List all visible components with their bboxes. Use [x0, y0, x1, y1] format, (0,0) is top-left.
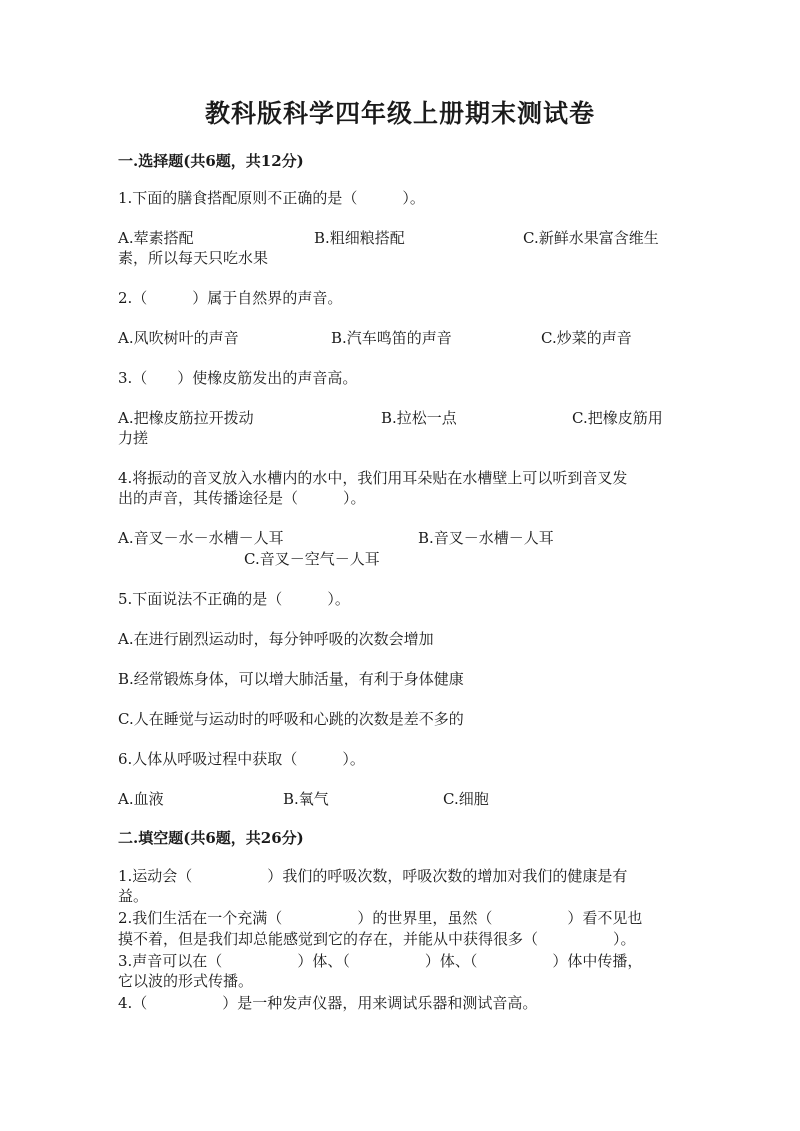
exam-title: 教科版科学四年级上册期末测试卷 [204, 99, 595, 128]
question-4-option-b: B.音叉－水槽－人耳 [418, 529, 554, 547]
question-6-option-a: A.血液 [118, 790, 164, 808]
question-1-option-b: B.粗细粮搭配 [314, 229, 405, 247]
question-2-option-a: A.风吹树叶的声音 [118, 329, 239, 347]
question-6-option-c: C.细胞 [443, 790, 489, 808]
question-2-option-c: C.炒菜的声音 [541, 329, 632, 347]
question-1-option-c-cont: 素，所以每天只吃水果 [118, 249, 269, 267]
fill-question-3-line1: 3.声音可以在（ ）体、（ ）体、（ ）体中传播， [118, 952, 643, 970]
question-6-stem: 6.人体从呼吸过程中获取（ ）。 [118, 750, 365, 768]
question-4-stem-line1: 4.将振动的音叉放入水槽内的水中，我们用耳朵贴在水槽壁上可以听到音叉发 [118, 469, 628, 487]
question-3-stem: 3.（ ）使橡皮筋发出的声音高。 [118, 369, 358, 387]
question-3-option-c: C.把橡皮筋用 [572, 409, 663, 427]
question-5-option-c: C.人在睡觉与运动时的呼吸和心跳的次数是差不多的 [118, 710, 464, 728]
question-3-option-a: A.把橡皮筋拉开拨动 [118, 409, 254, 427]
question-5-option-b: B.经常锻炼身体，可以增大肺活量，有利于身体健康 [118, 670, 464, 688]
fill-question-2-line1: 2.我们生活在一个充满（ ）的世界里，虽然（ ）看不见也 [118, 909, 643, 927]
question-6-option-b: B.氧气 [283, 790, 329, 808]
question-1-option-c: C.新鲜水果富含维生 [523, 229, 659, 247]
question-5-stem: 5.下面说法不正确的是（ ）。 [118, 590, 350, 608]
section-heading-fill-in: 二.填空题(共6题，共26分) [118, 829, 304, 847]
fill-question-1-line1: 1.运动会（ ）我们的呼吸次数，呼吸次数的增加对我们的健康是有 [118, 867, 628, 885]
question-4-stem-line2: 出的声音，其传播途径是（ ）。 [118, 489, 366, 507]
question-3-option-c-cont: 力搓 [118, 429, 149, 447]
question-1-option-a: A.荤素搭配 [118, 229, 194, 247]
section-heading-choice: 一.选择题(共6题，共12分) [118, 152, 304, 170]
question-2-stem: 2.（ ）属于自然界的声音。 [118, 289, 343, 307]
fill-question-2-line2: 摸不着，但是我们却总能感觉到它的存在，并能从中获得很多（ ）。 [118, 930, 636, 948]
fill-question-1-line2: 益。 [118, 887, 149, 905]
question-5-option-a: A.在进行剧烈运动时，每分钟呼吸的次数会增加 [118, 630, 434, 648]
question-4-option-c: C.音叉－空气－人耳 [244, 550, 380, 568]
question-1-stem: 1.下面的膳食搭配原则不正确的是（ ）。 [118, 189, 425, 207]
question-3-option-b: B.拉松一点 [381, 409, 457, 427]
question-2-option-b: B.汽车鸣笛的声音 [331, 329, 452, 347]
question-4-option-a: A.音叉－水－水槽－人耳 [118, 529, 284, 547]
fill-question-4-line1: 4.（ ）是一种发声仪器，用来调试乐器和测试音高。 [118, 994, 538, 1012]
fill-question-3-line2: 它以波的形式传播。 [118, 972, 254, 990]
